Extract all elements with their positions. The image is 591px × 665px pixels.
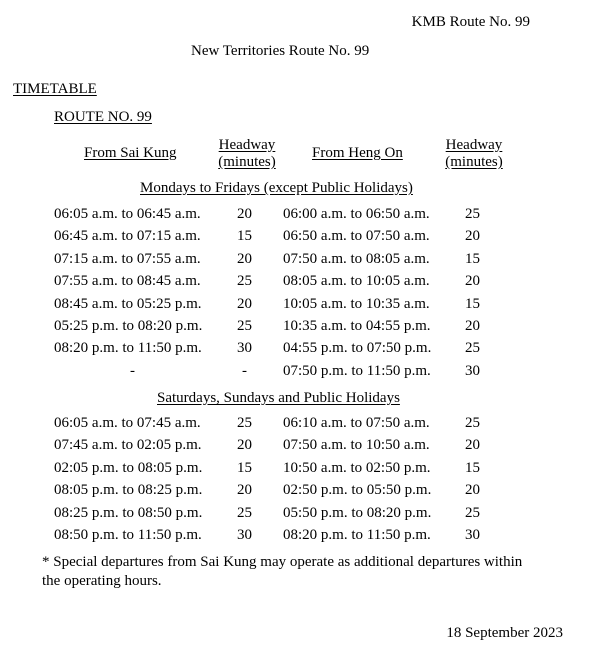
- right-headway-value: 15: [465, 295, 480, 312]
- right-headway-value: 25: [465, 504, 480, 521]
- left-departure-time: 06:05 a.m. to 06:45 a.m.: [54, 206, 201, 222]
- left-departure-time: 08:05 p.m. to 08:25 p.m.: [54, 482, 203, 499]
- left-headway-value: 30: [237, 340, 252, 357]
- table-row: [0, 319, 591, 341]
- right-departure-time: 08:05 a.m. to 10:05 a.m.: [283, 273, 430, 290]
- right-headway-value: 20: [465, 273, 480, 290]
- left-headway-value: 20: [237, 295, 252, 312]
- right-departure-time: 06:10 a.m. to 07:50 a.m.: [283, 415, 430, 431]
- right-departure-time: 06:50 a.m. to 07:50 a.m.: [283, 228, 430, 245]
- table-row: [0, 274, 591, 296]
- right-departure-time: 07:50 p.m. to 11:50 p.m.: [283, 362, 431, 379]
- column-header-from-sai-kung: From Sai Kung: [84, 145, 177, 161]
- timetable-heading: TIMETABLE: [13, 81, 97, 97]
- right-headway-value: 15: [465, 250, 480, 267]
- left-departure-time: 08:50 p.m. to 11:50 p.m.: [54, 527, 202, 543]
- right-departure-time: 05:50 p.m. to 08:20 p.m.: [283, 504, 432, 521]
- left-departure-time: 02:05 p.m. to 08:05 p.m.: [54, 459, 203, 476]
- left-departure-time: 06:45 a.m. to 07:15 a.m.: [54, 228, 201, 245]
- left-departure-time: 08:45 a.m. to 05:25 p.m.: [54, 295, 202, 312]
- left-departure-time: 08:20 p.m. to 11:50 p.m.: [54, 340, 202, 357]
- left-departure-time: -: [130, 362, 135, 379]
- right-departure-time: 02:50 p.m. to 05:50 p.m.: [283, 482, 432, 499]
- left-departure-time: 07:45 a.m. to 02:05 p.m.: [54, 437, 202, 454]
- table-row: [0, 483, 591, 505]
- section-title-weekdays: Mondays to Fridays (except Public Holidays): [140, 180, 413, 196]
- left-departure-time: 07:55 a.m. to 08:45 a.m.: [54, 273, 201, 290]
- left-headway-value: 25: [237, 318, 252, 334]
- table-row: [0, 229, 591, 251]
- right-departure-time: 04:55 p.m. to 07:50 p.m.: [283, 340, 432, 357]
- right-headway-value: 30: [465, 362, 480, 379]
- date-label: 18 September 2023: [446, 625, 563, 641]
- table-row: [0, 207, 591, 229]
- left-headway-value: 20: [237, 482, 252, 499]
- right-headway-value: 20: [465, 437, 480, 454]
- table-row: [0, 297, 591, 319]
- footnote: * Special departures from Sai Kung may operate as additional departures within the operating hours.: [42, 554, 523, 589]
- table-row: [0, 461, 591, 483]
- right-headway-value: 25: [465, 340, 480, 357]
- table-row: [0, 438, 591, 460]
- left-headway-value: 30: [237, 527, 252, 543]
- left-departure-time: 07:15 a.m. to 07:55 a.m.: [54, 250, 201, 267]
- left-headway-value: 20: [237, 437, 252, 454]
- left-departure-time: 08:25 p.m. to 08:50 p.m.: [54, 504, 203, 521]
- headway-left-line2: (minutes): [218, 154, 276, 170]
- right-headway-value: 20: [465, 482, 480, 499]
- left-headway-value: 25: [237, 273, 252, 290]
- table-row: [0, 528, 591, 550]
- right-departure-time: 10:50 a.m. to 02:50 p.m.: [283, 459, 431, 476]
- right-headway-value: 25: [465, 415, 480, 431]
- headway-right-line1: Headway: [445, 137, 503, 153]
- right-departure-time: 06:00 a.m. to 06:50 a.m.: [283, 206, 430, 222]
- table-row: [0, 506, 591, 528]
- left-headway-value: 15: [237, 459, 252, 476]
- right-headway-value: 30: [465, 527, 480, 543]
- headway-left-line1: Headway: [218, 137, 276, 153]
- right-departure-time: 08:20 p.m. to 11:50 p.m.: [283, 527, 431, 543]
- route-heading: ROUTE NO. 99: [54, 109, 152, 125]
- right-headway-value: 20: [465, 318, 480, 334]
- headway-right-line2: (minutes): [445, 154, 503, 170]
- right-departure-time: 07:50 a.m. to 08:05 a.m.: [283, 250, 430, 267]
- left-departure-time: 06:05 a.m. to 07:45 a.m.: [54, 415, 201, 431]
- left-headway-value: 20: [237, 206, 252, 222]
- right-headway-value: 15: [465, 459, 480, 476]
- nt-route-label: New Territories Route No. 99: [191, 43, 370, 59]
- right-headway-value: 25: [465, 206, 480, 222]
- section-title-weekends: Saturdays, Sundays and Public Holidays: [157, 390, 400, 406]
- table-row: [0, 252, 591, 274]
- table-row: [0, 364, 591, 386]
- left-headway-value: 15: [237, 228, 252, 245]
- right-headway-value: 20: [465, 228, 480, 245]
- column-header-from-heng-on: From Heng On: [312, 145, 403, 161]
- column-header-headway-right: [442, 137, 506, 171]
- kmb-route-label: KMB Route No. 99: [411, 14, 530, 30]
- right-departure-time: 07:50 a.m. to 10:50 a.m.: [283, 437, 430, 454]
- right-departure-time: 10:05 a.m. to 10:35 a.m.: [283, 295, 430, 312]
- table-row: [0, 341, 591, 363]
- left-headway-value: 25: [237, 415, 252, 431]
- left-headway-value: 20: [237, 250, 252, 267]
- left-headway-value: 25: [237, 504, 252, 521]
- right-departure-time: 10:35 a.m. to 04:55 p.m.: [283, 318, 431, 334]
- left-headway-value: -: [242, 362, 247, 379]
- column-header-headway-left: [215, 137, 279, 171]
- table-row: [0, 416, 591, 438]
- left-departure-time: 05:25 p.m. to 08:20 p.m.: [54, 318, 203, 334]
